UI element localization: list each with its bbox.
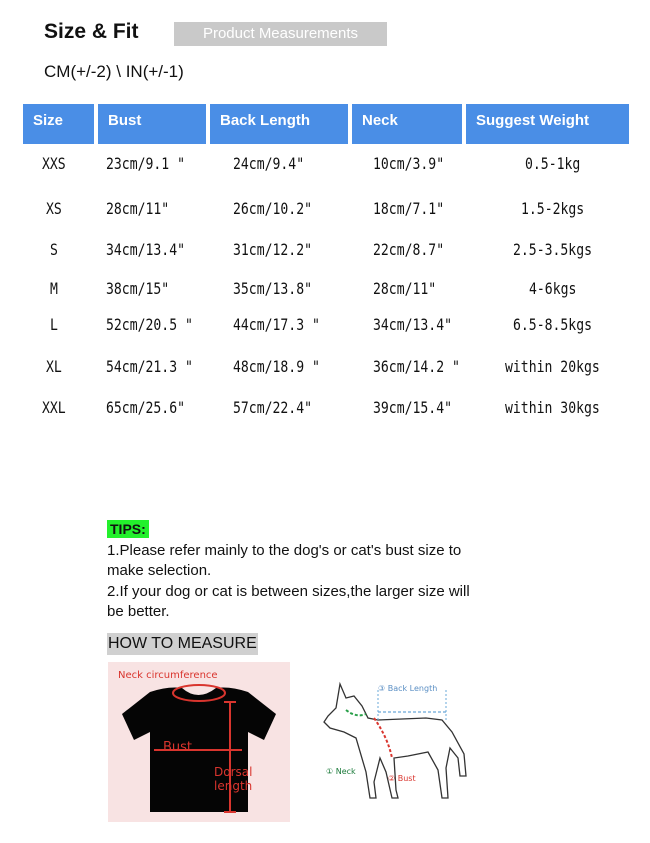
cell-back: 57cm/22.4": [233, 398, 312, 417]
table-header: [23, 104, 629, 144]
cell-size: L: [50, 315, 58, 334]
tip-1-line-1: 1.Please refer mainly to the dog's or cat's bust size to: [107, 542, 462, 559]
column-header-back-length: Back Length: [210, 104, 348, 144]
column-header-neck: Neck: [352, 104, 462, 144]
cell-back: 31cm/12.2": [233, 240, 312, 259]
cell-back: 26cm/10.2": [233, 199, 312, 218]
shirt-measure-diagram: [108, 662, 290, 822]
cell-bust: 52cm/20.5 ": [106, 315, 193, 334]
cell-bust: 23cm/9.1 ": [106, 154, 185, 173]
cell-weight: 1.5-2kgs: [521, 199, 585, 218]
bust-label: Bust: [163, 740, 193, 755]
dog-silhouette-icon: [316, 672, 481, 812]
cell-weight: 2.5-3.5kgs: [513, 240, 592, 259]
cell-weight: 4-6kgs: [529, 279, 577, 298]
neck-label: ① Neck: [326, 767, 356, 776]
cell-neck: 39cm/15.4": [373, 398, 452, 417]
product-measurements-badge: Product Measurements: [174, 22, 387, 46]
tip-1-line-2: make selection.: [107, 562, 212, 579]
cell-size: XL: [46, 357, 62, 376]
cell-neck: 10cm/3.9": [373, 154, 445, 173]
cell-back: 48cm/18.9 ": [233, 357, 320, 376]
cell-neck: 34cm/13.4": [373, 315, 452, 334]
tip-2-line-2: be better.: [107, 603, 170, 620]
cell-neck: 22cm/8.7": [373, 240, 445, 259]
cell-size: XXS: [42, 154, 66, 173]
column-header-bust: Bust: [98, 104, 206, 144]
cell-weight: 0.5-1kg: [525, 154, 581, 173]
cell-size: S: [50, 240, 58, 259]
cell-size: M: [50, 279, 58, 298]
cell-neck: 36cm/14.2 ": [373, 357, 460, 376]
tip-2-line-1: 2.If your dog or cat is between sizes,the larger size will: [107, 583, 470, 600]
cell-bust: 38cm/15": [106, 279, 170, 298]
column-header-suggest-weight: Suggest Weight: [466, 104, 629, 144]
back-length-label: ③ Back Length: [378, 684, 438, 693]
column-header-size: Size: [23, 104, 94, 144]
cell-bust: 54cm/21.3 ": [106, 357, 193, 376]
dog-measure-diagram: [316, 672, 481, 812]
cell-neck: 28cm/11": [373, 279, 437, 298]
bust-label: ② Bust: [388, 774, 416, 783]
cell-weight: within 30kgs: [505, 398, 600, 417]
cell-neck: 18cm/7.1": [373, 199, 445, 218]
neck-circumference-label: Neck circumference: [118, 670, 218, 681]
cell-bust: 28cm/11": [106, 199, 170, 218]
cell-weight: within 20kgs: [505, 357, 600, 376]
page-title: Size & Fit: [44, 20, 139, 43]
cell-back: 24cm/9.4": [233, 154, 305, 173]
cell-back: 35cm/13.8": [233, 279, 312, 298]
cell-weight: 6.5-8.5kgs: [513, 315, 592, 334]
shirt-icon: [108, 662, 290, 822]
cell-back: 44cm/17.3 ": [233, 315, 320, 334]
units-note: CM(+/-2) \ IN(+/-1): [44, 62, 184, 81]
cell-size: XXL: [42, 398, 66, 417]
dorsal-length-label: Dorsal length: [214, 765, 253, 793]
cell-size: XS: [46, 199, 62, 218]
cell-bust: 34cm/13.4": [106, 240, 185, 259]
cell-bust: 65cm/25.6": [106, 398, 185, 417]
how-to-measure-heading: HOW TO MEASURE: [107, 633, 258, 655]
tips-label: TIPS:: [107, 520, 149, 538]
